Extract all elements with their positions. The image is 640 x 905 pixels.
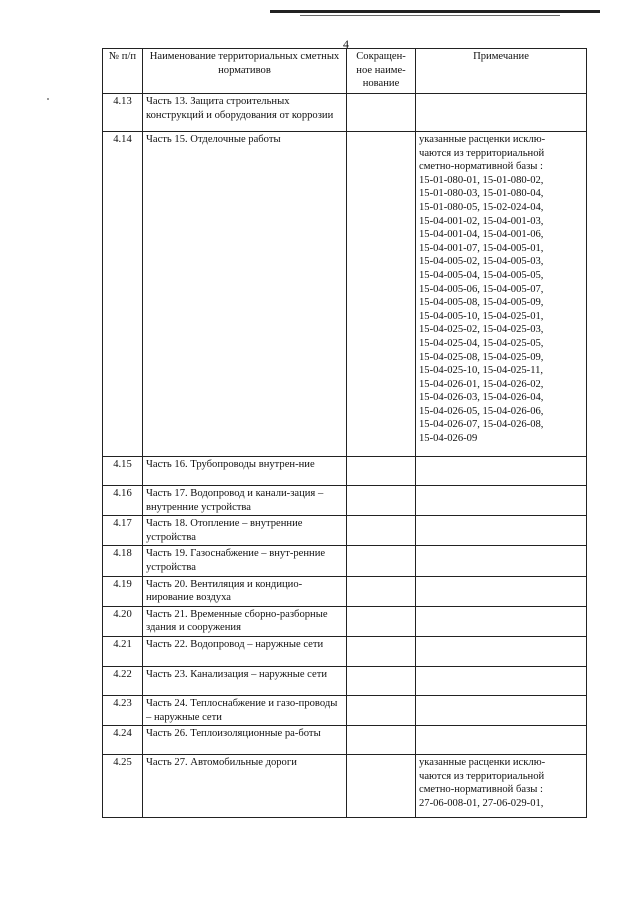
table-row xyxy=(103,486,587,516)
row-abbreviation xyxy=(347,636,416,666)
note-line: 15-04-026-07, 15-04-026-08, xyxy=(419,419,544,431)
row-abbreviation xyxy=(347,726,416,755)
row-abbreviation xyxy=(347,486,416,516)
header-num: № п/п xyxy=(103,49,143,94)
row-note xyxy=(416,726,587,755)
note-line: указанные расценки исклю- xyxy=(419,757,546,769)
row-name: Часть 24. Теплоснабжение и газо-проводы – наружные сети xyxy=(143,695,347,725)
table-row xyxy=(103,457,587,486)
note-line: чаются из территориальной xyxy=(419,147,545,159)
note-line: 15-04-001-04, 15-04-001-06, xyxy=(419,229,544,241)
note-line: сметно-нормативной базы : xyxy=(419,161,543,173)
row-name: Часть 19. Газоснабжение – внут-ренние устройства xyxy=(143,546,347,576)
header-note: Примечание xyxy=(416,49,587,94)
row-number: 4.23 xyxy=(103,695,143,725)
row-name: Часть 17. Водопровод и канали-зация – внутренние устройства xyxy=(143,486,347,516)
table-row xyxy=(103,516,587,546)
row-number: 4.21 xyxy=(103,636,143,666)
note-line: указанные расценки исклю- xyxy=(419,134,546,145)
row-abbreviation xyxy=(347,132,416,457)
row-note xyxy=(416,695,587,725)
row-name: Часть 21. Временные сборно-разборные здания и сооружения xyxy=(143,606,347,636)
note-line: 15-04-026-03, 15-04-026-04, xyxy=(419,392,544,404)
row-name: Часть 26. Теплоизоляционные ра-боты xyxy=(143,726,347,755)
row-note xyxy=(416,132,587,457)
note-line: 15-04-026-05, 15-04-026-06, xyxy=(419,405,544,417)
table-row xyxy=(103,606,587,636)
note-line: 15-04-001-07, 15-04-005-01, xyxy=(419,242,544,254)
row-note xyxy=(416,546,587,576)
note-line: 15-04-005-06, 15-04-005-07, xyxy=(419,283,544,295)
row-abbreviation xyxy=(347,695,416,725)
top-rule-thin xyxy=(300,15,560,16)
note-line: 15-04-005-02, 15-04-005-03, xyxy=(419,256,544,268)
row-name: Часть 16. Трубопроводы внутрен-ние xyxy=(143,457,347,486)
row-name: Часть 13. Защита строительных конструкций и оборудования от коррозии xyxy=(143,94,347,132)
note-line: 15-04-025-04, 15-04-025-05, xyxy=(419,337,544,349)
row-number: 4.16 xyxy=(103,486,143,516)
row-note xyxy=(416,636,587,666)
table-row xyxy=(103,695,587,725)
table-row xyxy=(103,726,587,755)
table-row xyxy=(103,755,587,818)
note-line: 15-04-005-04, 15-04-005-05, xyxy=(419,269,544,281)
note-line: 15-04-025-10, 15-04-025-11, xyxy=(419,365,544,377)
header-name: Наименование территориальных сметных нормативов xyxy=(143,49,347,94)
row-name: Часть 22. Водопровод – наружные сети xyxy=(143,636,347,666)
table-row xyxy=(103,666,587,695)
row-abbreviation xyxy=(347,457,416,486)
scan-speck xyxy=(47,98,49,100)
row-name: Часть 18. Отопление – внутренние устройства xyxy=(143,516,347,546)
row-number: 4.15 xyxy=(103,457,143,486)
row-note xyxy=(416,576,587,606)
row-abbreviation xyxy=(347,94,416,132)
note-line: 27-06-008-01, 27-06-029-01, xyxy=(419,797,544,809)
row-abbreviation xyxy=(347,546,416,576)
table-header-row xyxy=(103,49,587,94)
table-row xyxy=(103,576,587,606)
row-note xyxy=(416,755,587,818)
table-row xyxy=(103,132,587,457)
row-abbreviation xyxy=(347,606,416,636)
row-number: 4.20 xyxy=(103,606,143,636)
note-line: чаются из территориальной xyxy=(419,770,545,782)
row-note xyxy=(416,94,587,132)
row-number: 4.14 xyxy=(103,132,143,457)
row-number: 4.19 xyxy=(103,576,143,606)
note-line: 15-04-005-08, 15-04-005-09, xyxy=(419,297,544,309)
row-note xyxy=(416,666,587,695)
note-line: 15-01-080-01, 15-01-080-02, xyxy=(419,174,544,186)
row-note xyxy=(416,606,587,636)
row-note xyxy=(416,486,587,516)
table-row xyxy=(103,546,587,576)
row-name: Часть 23. Канализация – наружные сети xyxy=(143,666,347,695)
row-note xyxy=(416,457,587,486)
note-line: сметно-нормативной базы : xyxy=(419,784,543,796)
note-line: 15-04-005-10, 15-04-025-01, xyxy=(419,310,544,322)
row-abbreviation xyxy=(347,666,416,695)
row-number: 4.18 xyxy=(103,546,143,576)
row-number: 4.24 xyxy=(103,726,143,755)
page-number: 4 xyxy=(343,37,349,51)
note-line: 15-04-025-02, 15-04-025-03, xyxy=(419,324,544,336)
norms-table xyxy=(102,48,587,818)
note-line: 15-04-025-08, 15-04-025-09, xyxy=(419,351,544,363)
row-abbreviation xyxy=(347,755,416,818)
row-number: 4.25 xyxy=(103,755,143,818)
note-line: 15-01-080-03, 15-01-080-04, xyxy=(419,188,544,200)
table-row xyxy=(103,94,587,132)
row-number: 4.13 xyxy=(103,94,143,132)
row-abbreviation xyxy=(347,576,416,606)
header-abbr: Сокращен-ное наиме-нование xyxy=(347,49,416,94)
row-number: 4.22 xyxy=(103,666,143,695)
note-line: 15-01-080-05, 15-02-024-04, xyxy=(419,201,544,213)
row-name: Часть 20. Вентиляция и кондицио-нирование воздуха xyxy=(143,576,347,606)
row-name: Часть 27. Автомобильные дороги xyxy=(143,755,347,818)
row-number: 4.17 xyxy=(103,516,143,546)
note-line: 15-04-001-02, 15-04-001-03, xyxy=(419,215,544,227)
row-abbreviation xyxy=(347,516,416,546)
table-row xyxy=(103,636,587,666)
row-name: Часть 15. Отделочные работы xyxy=(143,132,347,457)
note-line: 15-04-026-09 xyxy=(419,433,478,445)
row-note xyxy=(416,516,587,546)
note-line: 15-04-026-01, 15-04-026-02, xyxy=(419,378,544,390)
top-rule xyxy=(270,10,600,13)
